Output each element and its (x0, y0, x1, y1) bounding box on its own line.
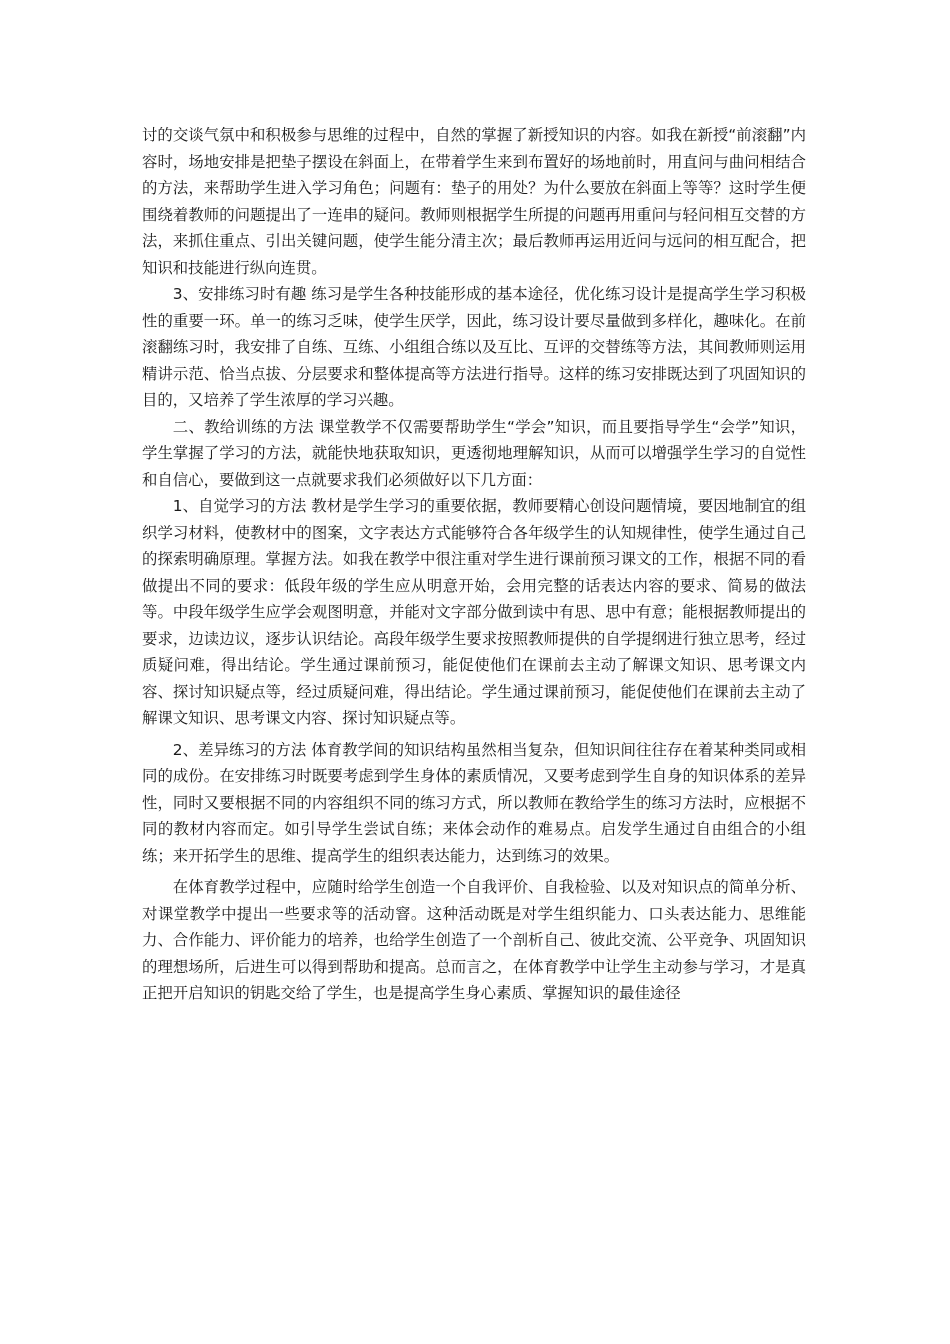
paragraph-training-methods: 二、教给训练的方法 课堂教学不仅需要帮助学生“学会”知识，而且要指导学生“会学”知识，学生掌握了学习的方法，就能快地获取知识，更透彻地理解知识，从而可以增强学生学习的自觉性和自信心，要做到这一点就要求我们必须做好以下几方面： (142, 417, 806, 489)
document-body (142, 122, 806, 1007)
paragraph-continuation: 讨的交谈气氛中和积极参与思维的过程中，自然的掌握了新授知识的内容。如我在新授“前滚翻”内容时，场地安排是把垫子摆设在斜面上，在带着学生来到布置好的场地前时，用直问与曲问相结合的方法，来帮助学生进入学习角色；问题有：垫子的用处？为什么要放在斜面上等等？这时学生便围绕着教师的问题提出了一连串的疑问。教师则根据学生所提的问题再用重问与轻问相互交替的方法，来抓住重点、引出关键问题，使学生能分清主次；最后教师再运用近问与远问的相互配合，把知识和技能进行纵向连贯。 (142, 126, 806, 277)
paragraph-practice-interest: 3、安排练习时有趣 练习是学生各种技能形成的基本途径，优化练习设计是提高学生学习积极性的重要一环。单一的练习乏味，使学生厌学，因此，练习设计要尽量做到多样化，趣味化。在前滚翻练习时，我安排了自练、互练、小组组合练以及互比、互评的交替练等方法，其间教师则运用精讲示范、恰当点拔、分层要求和整体提高等方法进行指导。这样的练习安排既达到了巩固知识的目的，又培养了学生浓厚的学习兴趣。 (142, 285, 806, 409)
paragraph-differential-practice: 2、差异练习的方法 体育教学间的知识结构虽然相当复杂，但知识间往往存在着某种类同或相同的成份。在安排练习时既要考虑到学生身体的素质情况，又要考虑到学生自身的知识体系的差异性，同时又要根据不同的内容组织不同的练习方式，所以教师在教给学生的练习方法时，应根据不同的教材内容而定。如引导学生尝试自练；来体会动作的难易点。启发学生通过自由组合的小组练；来开拓学生的思维、提高学生的组织表达能力，达到练习的效果。 (142, 740, 806, 865)
paragraph-conclusion: 在体育教学过程中，应随时给学生创造一个自我评价、自我检验、以及对知识点的简单分析、对课堂教学中提出一些要求等的活动窨。这种活动既是对学生组织能力、口头表达能力、思维能力、合作能力、评价能力的培养，也给学生创造了一个剖析自己、彼此交流、公平竞争、巩固知识的理想场所，后进生可以得到帮助和提高。总而言之，在体育教学中让学生主动参与学习，才是真正把开启知识的钥匙交给了学生，也是提高学生身心素质、掌握知识的最佳途径 (142, 878, 806, 1002)
paragraph-self-study-method: 1、自觉学习的方法 教材是学生学习的重要依据，教师要精心创设问题情境，要因地制宜的组织学习材料，使教材中的图案，文字表达方式能够符合各年级学生的认知规律性，使学生通过自己的探索明确原理。掌握方法。如我在教学中很注重对学生进行课前预习课文的工作，根据不同的看做提出不同的要求：低段年级的学生应从明意开始，会用完整的话表达内容的要求、简易的做法等。中段年级学生应学会观图明意，并能对文字部分做到读中有思、思中有意；能根据教师提出的要求，边读边议，逐步认识结论。高段年级学生要求按照教师提供的自学提纲进行独立思考，经过质疑问难，得出结论。学生通过课前预习，能促使他们在课前去主动了解课文知识、思考课文内容、探讨知识疑点等，经过质疑问难，得出结论。学生通过课前预习，能促使他们在课前去主动了解课文知识、思考课文内容、探讨知识疑点等。 (142, 497, 806, 727)
